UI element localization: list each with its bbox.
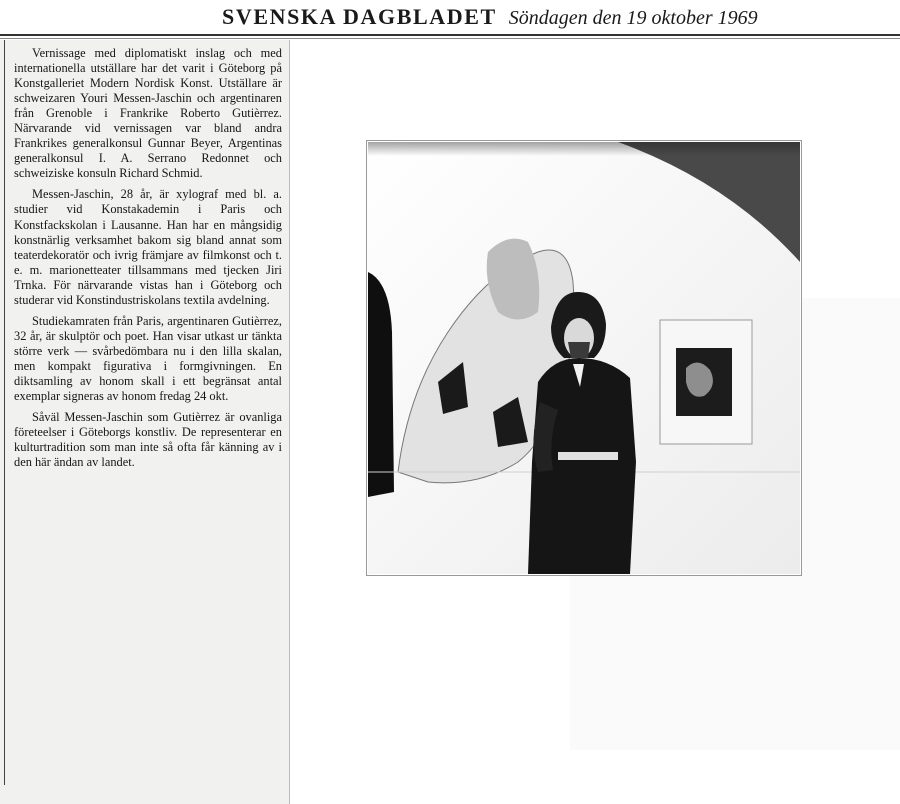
news-photo [368,142,800,574]
man-hand [568,342,590,358]
photo-illustration [368,142,800,574]
top-shadow [368,142,800,156]
article-paragraph-3: Studiekamraten från Paris, argentinaren Gutièrrez, 32 år, är skulptör och poet. Han visar utkast ur tänkta större verk — svårbedömbara nu i den lilla skalan, men kompakt figurativa i formgivningen. En diktsamling av honom skall i ett begränsat antal exemplar signeras av honom fredag 24 okt. [14,313,282,404]
column-left-border [4,40,5,785]
scan-patch [570,575,900,750]
article-paragraph-4: Såväl Messen-Jaschin som Gutièrrez är ovanliga företeelser i Göteborgs konstliv. De representerar en kulturtradition som man inte så ofta får känning av i den här ändan av landet. [14,410,282,470]
newspaper-name: SVENSKA DAGBLADET [222,4,497,29]
header-rule [0,34,900,36]
article-paragraph-1: Vernissage med diplomatiskt inslag och med internationella utställare har det varit i Göteborg på Konstgalleriet Modern Nordisk Konst. Utställare är schweizaren Youri Messen-Jaschin och argentinaren från Grenoble i Frankrike Roberto Gutièrrez. Närvarande vid vernissagen var bland andra Frankrikes generalkonsul Gunnar Beyer, Argentinas generalkonsul I. A. Serrano Redonnet och schweiziske konsuln Richard Schmid. [14,46,282,181]
masthead [222,4,758,34]
scan-patch [802,298,900,578]
publication-date: Söndagen den 19 oktober 1969 [508,7,758,29]
man-belt [558,452,618,460]
article-body [14,46,282,476]
article-paragraph-2: Messen-Jaschin, 28 år, är xylograf med bl. a. studier vid Konstakademin i Paris och Konstfackskolan i Lausanne. Han har en mångsidig konstnärlig verksamhet bakom sig bland annat som teaterdekoratör och ivrig främjare av filmkonst och t. e. m. marionetteater tillsammans med tjecken Jiri Trnka. För närvarande vistas han i Göteborg och studerar vid Konstindustriskolans textila avdelning. [14,187,282,307]
header-rule-thin [0,38,900,39]
